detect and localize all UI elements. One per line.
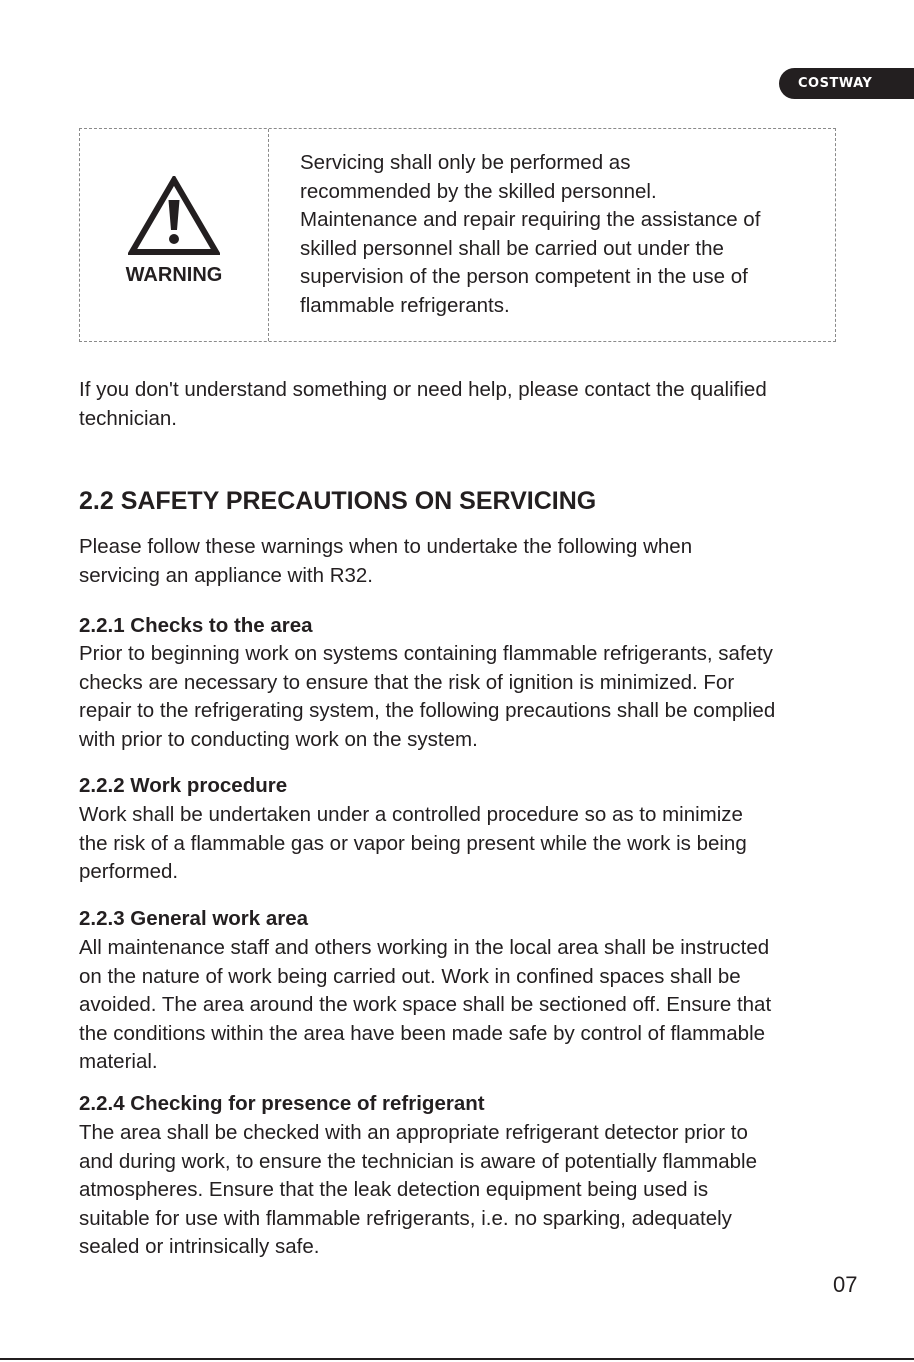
body-line: and during work, to ensure the technician is aware of potentially flammable	[79, 1149, 758, 1173]
section-intro	[79, 533, 849, 590]
section-intro-line: Please follow these warnings when to undertake the following when	[79, 535, 693, 558]
warning-line: Maintenance and repair requiring the assistance of	[300, 208, 761, 231]
subsection-heading-checks-area: 2.2.1 Checks to the area	[79, 614, 313, 637]
subsection-body-checks-area	[79, 640, 849, 754]
subsection-heading-checking-refrigerant: 2.2.4 Checking for presence of refrigerant	[79, 1092, 485, 1115]
help-line: technician.	[79, 406, 178, 430]
body-line: the conditions within the area have been made safe by control of flammable	[79, 1021, 766, 1045]
bottom-rule	[0, 1358, 914, 1360]
subsection-heading-work-procedure: 2.2.2 Work procedure	[79, 774, 288, 797]
body-line: avoided. The area around the work space shall be sectioned off. Ensure that	[79, 993, 772, 1016]
help-line: If you don't understand something or need help, please contact the qualified	[79, 378, 767, 401]
body-line: sealed or intrinsically safe.	[79, 1235, 320, 1258]
warning-divider	[268, 129, 269, 341]
section-heading: 2.2 SAFETY PRECAUTIONS ON SERVICING	[79, 487, 597, 515]
body-line: on the nature of work being carried out. Work in confined spaces shall be	[79, 964, 741, 988]
warning-line: Servicing shall only be performed as	[300, 151, 631, 174]
warning-line: recommended by the skilled personnel.	[300, 179, 657, 203]
warning-triangle-icon	[128, 176, 220, 256]
body-line: the risk of a flammable gas or vapor being present while the work is being	[79, 831, 747, 855]
section-intro-line: servicing an appliance with R32.	[79, 563, 373, 587]
subsection-body-general-work-area	[79, 934, 849, 1077]
body-line: checks are necessary to ensure that the risk of ignition is minimized. For	[79, 670, 735, 694]
body-line: performed.	[79, 860, 179, 883]
subsection-body-checking-refrigerant	[79, 1119, 849, 1262]
subsection-body-work-procedure	[79, 801, 849, 887]
body-line: The area shall be checked with an appropriate refrigerant detector prior to	[79, 1121, 748, 1144]
body-line: with prior to conducting work on the system.	[79, 727, 478, 751]
warning-line: supervision of the person competent in the use of	[300, 265, 748, 288]
page-number: 07	[833, 1272, 858, 1297]
warning-line: skilled personnel shall be carried out under the	[300, 236, 724, 260]
warning-box	[79, 128, 836, 342]
brand-logo-text: COSTWAY	[798, 76, 873, 91]
body-line: repair to the refrigerating system, the following precautions shall be complied	[79, 699, 776, 722]
warning-line: flammable refrigerants.	[300, 293, 510, 317]
body-line: All maintenance staff and others working in the local area shall be instructed	[79, 936, 770, 959]
body-line: Prior to beginning work on systems containing flammable refrigerants, safety	[79, 642, 773, 665]
subsection-heading-general-work-area: 2.2.3 General work area	[79, 907, 309, 930]
body-line: atmospheres. Ensure that the leak detection equipment being used is	[79, 1178, 709, 1201]
warning-text	[300, 149, 820, 320]
warning-label: WARNING	[125, 264, 223, 286]
body-line: material.	[79, 1050, 158, 1073]
brand-tab	[779, 68, 914, 99]
body-line: Work shall be undertaken under a controlled procedure so as to minimize	[79, 803, 743, 826]
help-paragraph	[79, 376, 849, 433]
body-line: suitable for use with flammable refrigerants, i.e. no sparking, adequately	[79, 1206, 732, 1230]
